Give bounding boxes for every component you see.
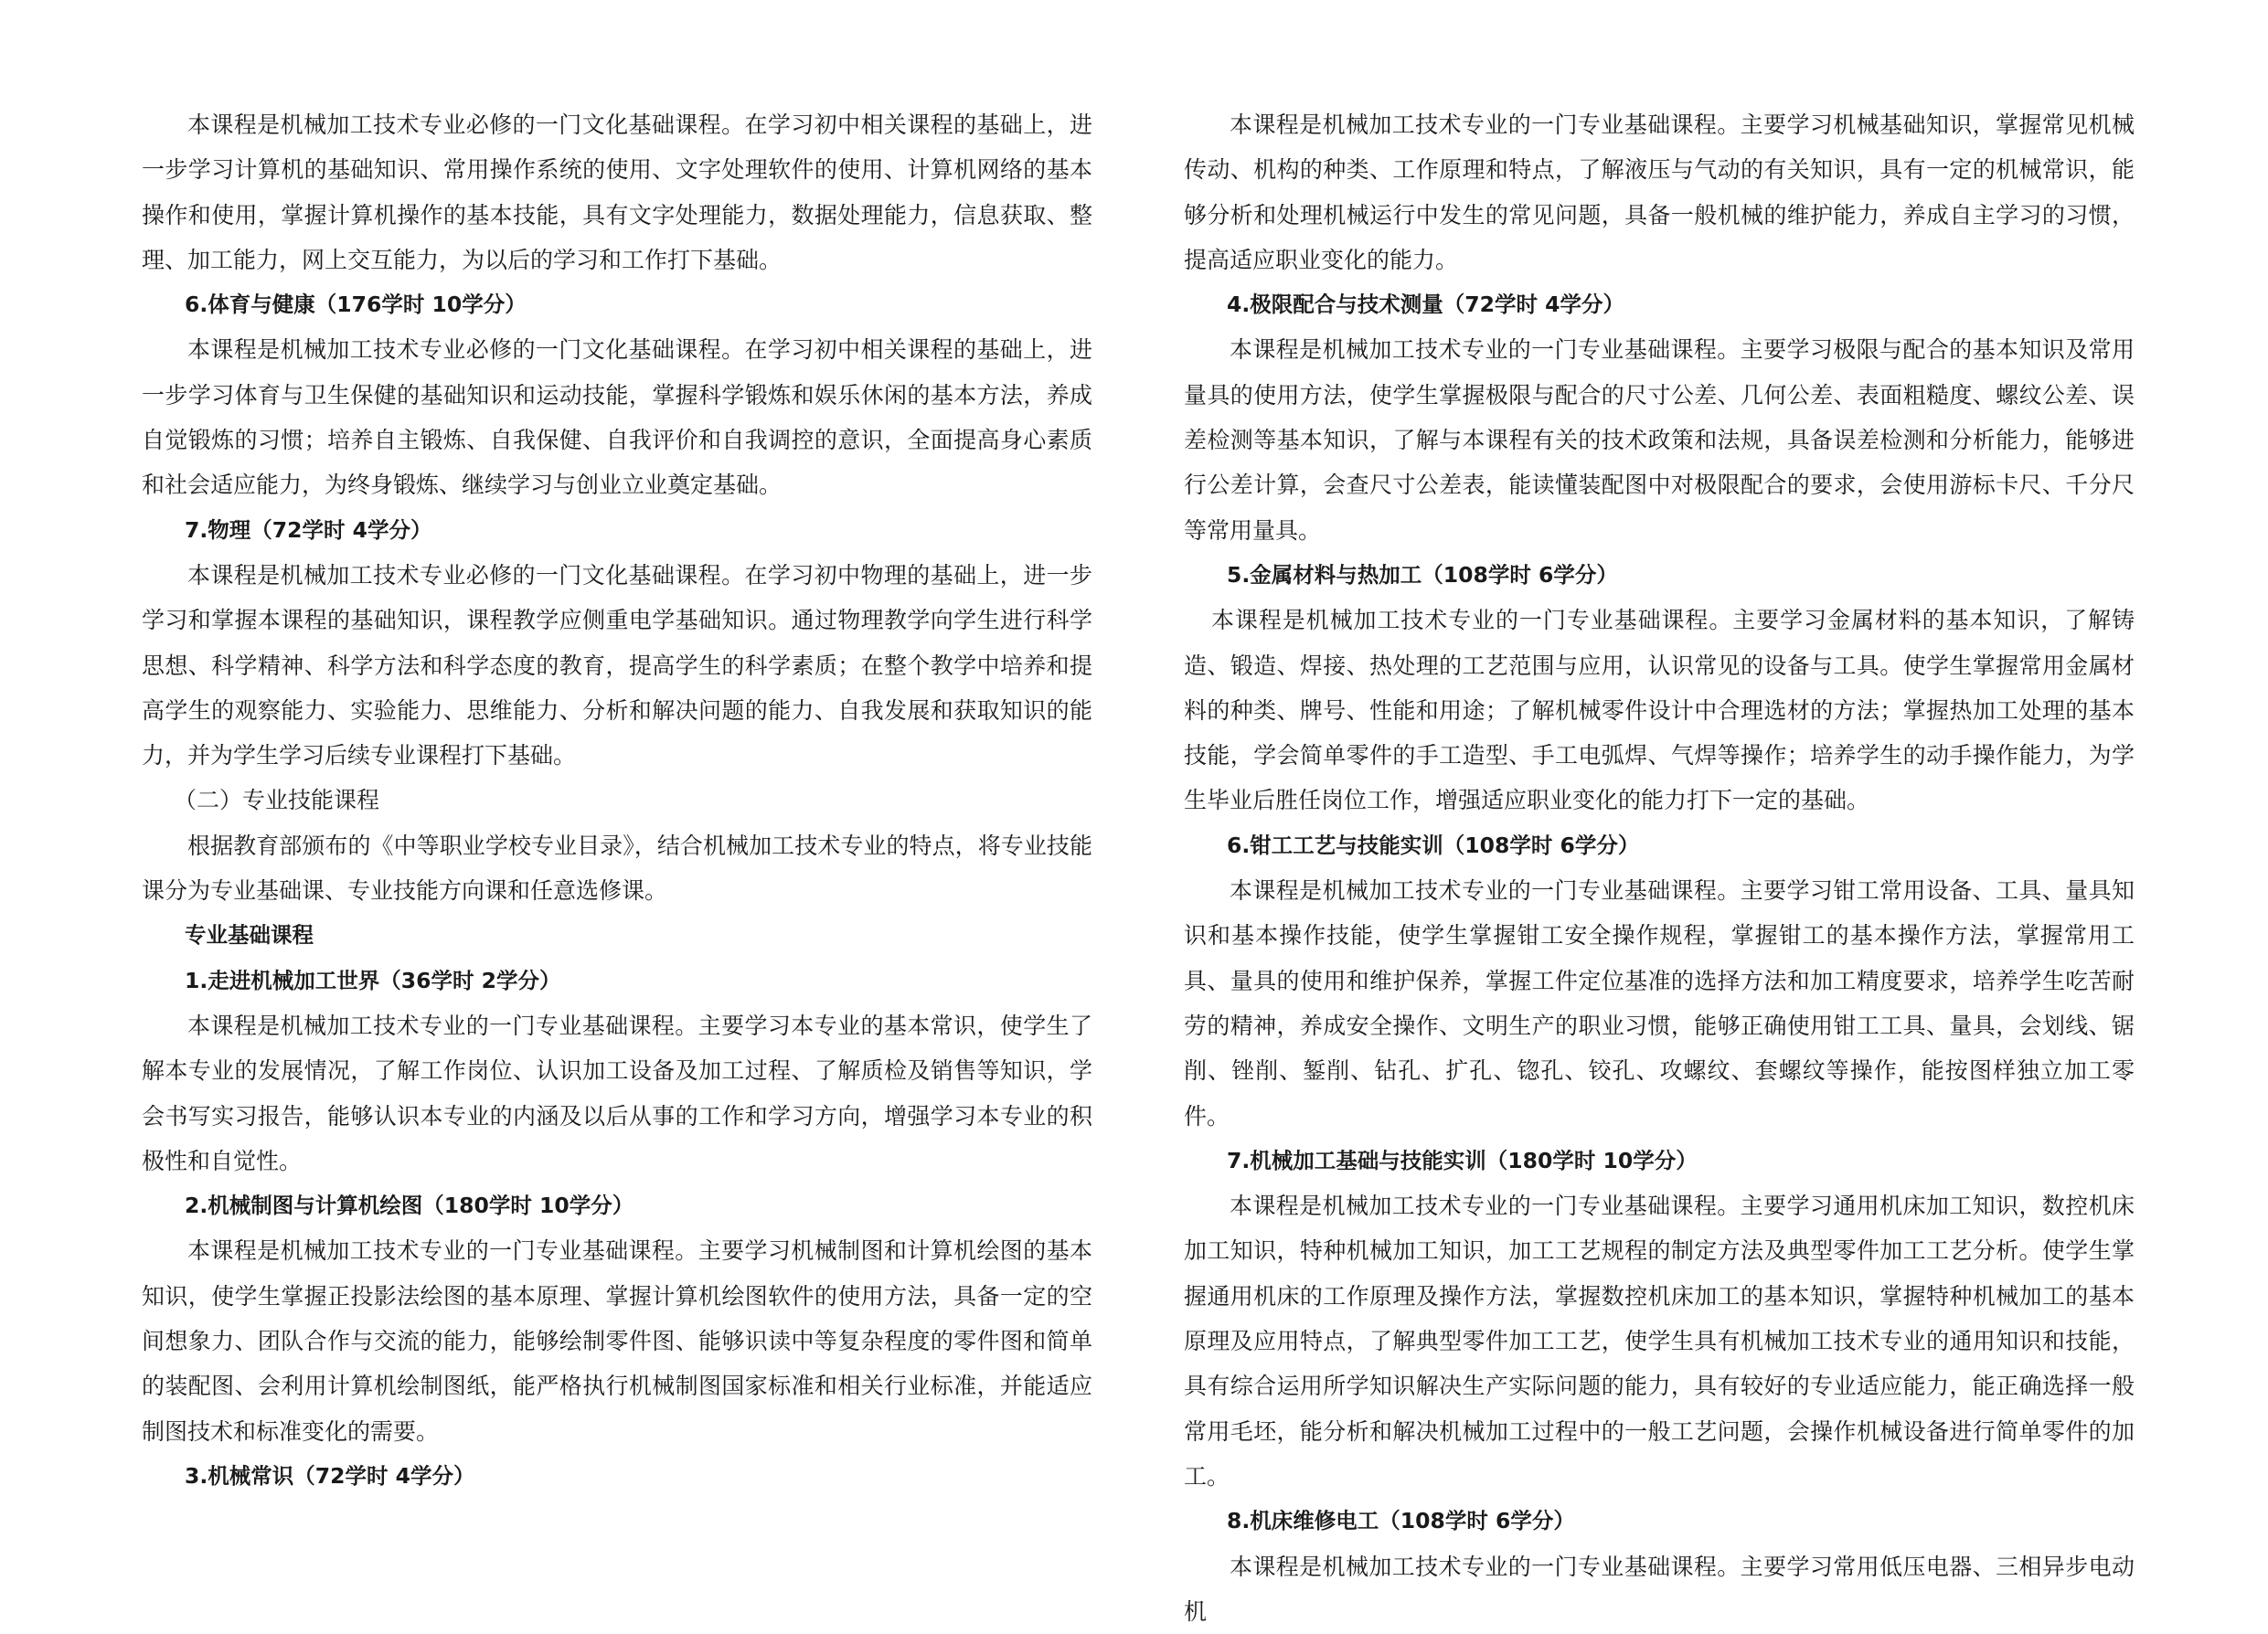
paragraph: 本课程是机械加工技术专业的一门专业基础课程。主要学习极限与配合的基本知识及常用量具的使用方法，使学生掌握极限与配合的尺寸公差、几何公差、表面粗糙度、螺纹公差、误差检测等基本知识，了解与本课程有关的技术政策和法规，具备误差检测和分析能力，能够进行公差计算，会查尺寸公差表，能读懂装配图中对极限配合的要求，会使用游标卡尺、千分尺等常用量具。 <box>1184 327 2135 552</box>
paragraph: 本课程是机械加工技术专业必修的一门文化基础课程。在学习初中相关课程的基础上，进一步学习计算机的基础知识、常用操作系统的使用、文字处理软件的使用、计算机网络的基本操作和使用，掌握计算机操作的基本技能，具有文字处理能力，数据处理能力，信息获取、整理、加工能力，网上交互能力，为以后的学习和工作打下基础。 <box>142 102 1092 282</box>
course-heading: 7.机械加工基础与技能实训（180学时 10学分） <box>1184 1139 2135 1183</box>
course-heading: 8.机床维修电工（108学时 6学分） <box>1184 1499 2135 1544</box>
paragraph: 本课程是机械加工技术专业的一门专业基础课程。主要学习钳工常用设备、工具、量具知识和基本操作技能，使学生掌握钳工安全操作规程，掌握钳工的基本操作方法，掌握常用工具、量具的使用和维护保养，掌握工件定位基准的选择方法和加工精度要求，培养学生吃苦耐劳的精神，养成安全操作、文明生产的职业习惯，能够正确使用钳工工具、量具，会划线、锯削、锉削、錾削、钻孔、扩孔、锪孔、铰孔、攻螺纹、套螺纹等操作，能按图样独立加工零件。 <box>1184 868 2135 1139</box>
paragraph: 本课程是机械加工技术专业的一门专业基础课程。主要学习常用低压电器、三相异步电动机 <box>1184 1544 2135 1634</box>
paragraph: 本课程是机械加工技术专业的一门专业基础课程。主要学习机械基础知识，掌握常见机械传动、机构的种类、工作原理和特点，了解液压与气动的有关知识，具有一定的机械常识，能够分析和处理机械运行中发生的常见问题，具备一般机械的维护能力，养成自主学习的习惯，提高适应职业变化的能力。 <box>1184 102 2135 282</box>
left-column <box>142 102 1092 1499</box>
course-heading: 6.体育与健康（176学时 10学分） <box>142 282 1092 327</box>
course-heading: 3.机械常识（72学时 4学分） <box>142 1454 1092 1499</box>
course-heading: 7.物理（72学时 4学分） <box>142 508 1092 553</box>
course-heading: 2.机械制图与计算机绘图（180学时 10学分） <box>142 1183 1092 1228</box>
section-heading: （二）专业技能课程 <box>142 778 1092 822</box>
course-heading: 6.钳工工艺与技能实训（108学时 6学分） <box>1184 823 2135 868</box>
paragraph: 本课程是机械加工技术专业的一门专业基础课程。主要学习金属材料的基本知识，了解铸造、锻造、焊接、热处理的工艺范围与应用，认识常见的设备与工具。使学生掌握常用金属材料的种类、牌号、性能和用途；了解机械零件设计中合理选材的方法；掌握热加工处理的基本技能，学会简单零件的手工造型、手工电弧焊、气焊等操作；培养学生的动手操作能力，为学生毕业后胜任岗位工作，增强适应职业变化的能力打下一定的基础。 <box>1184 598 2135 822</box>
paragraph: 本课程是机械加工技术专业的一门专业基础课程。主要学习机械制图和计算机绘图的基本知识，使学生掌握正投影法绘图的基本原理、掌握计算机绘图软件的使用方法，具备一定的空间想象力、团队合作与交流的能力，能够绘制零件图、能够识读中等复杂程度的零件图和简单的装配图、会利用计算机绘制图纸，能严格执行机械制图国家标准和相关行业标准，并能适应制图技术和标准变化的需要。 <box>142 1228 1092 1453</box>
course-heading: 4.极限配合与技术测量（72学时 4学分） <box>1184 282 2135 327</box>
paragraph: 本课程是机械加工技术专业必修的一门文化基础课程。在学习初中物理的基础上，进一步学习和掌握本课程的基础知识，课程教学应侧重电学基础知识。通过物理教学向学生进行科学思想、科学精神、科学方法和科学态度的教育，提高学生的科学素质；在整个教学中培养和提高学生的观察能力、实验能力、思维能力、分析和解决问题的能力、自我发展和获取知识的能力，并为学生学习后续专业课程打下基础。 <box>142 553 1092 778</box>
course-heading: 1.走进机械加工世界（36学时 2学分） <box>142 959 1092 1003</box>
subsection-heading: 专业基础课程 <box>142 913 1092 958</box>
right-column <box>1184 102 2135 1634</box>
course-heading: 5.金属材料与热加工（108学时 6学分） <box>1184 553 2135 598</box>
paragraph: 本课程是机械加工技术专业的一门专业基础课程。主要学习通用机床加工知识，数控机床加工知识，特种机械加工知识，加工工艺规程的制定方法及典型零件加工工艺分析。使学生掌握通用机床的工作原理及操作方法，掌握数控机床加工的基本知识，掌握特种机械加工的基本原理及应用特点，了解典型零件加工工艺，使学生具有机械加工技术专业的通用知识和技能，具有综合运用所学知识解决生产实际问题的能力，具有较好的专业适应能力，能正确选择一般常用毛坯，能分析和解决机械加工过程中的一般工艺问题，会操作机械设备进行简单零件的加工。 <box>1184 1183 2135 1499</box>
paragraph: 根据教育部颁布的《中等职业学校专业目录》，结合机械加工技术专业的特点，将专业技能课分为专业基础课、专业技能方向课和任意选修课。 <box>142 823 1092 914</box>
paragraph: 本课程是机械加工技术专业必修的一门文化基础课程。在学习初中相关课程的基础上，进一步学习体育与卫生保健的基础知识和运动技能，掌握科学锻炼和娱乐休闲的基本方法，养成自觉锻炼的习惯；培养自主锻炼、自我保健、自我评价和自我调控的意识，全面提高身心素质和社会适应能力，为终身锻炼、继续学习与创业立业奠定基础。 <box>142 327 1092 507</box>
paragraph: 本课程是机械加工技术专业的一门专业基础课程。主要学习本专业的基本常识，使学生了解本专业的发展情况，了解工作岗位、认识加工设备及加工过程、了解质检及销售等知识，学会书写实习报告，能够认识本专业的内涵及以后从事的工作和学习方向，增强学习本专业的积极性和自觉性。 <box>142 1003 1092 1183</box>
